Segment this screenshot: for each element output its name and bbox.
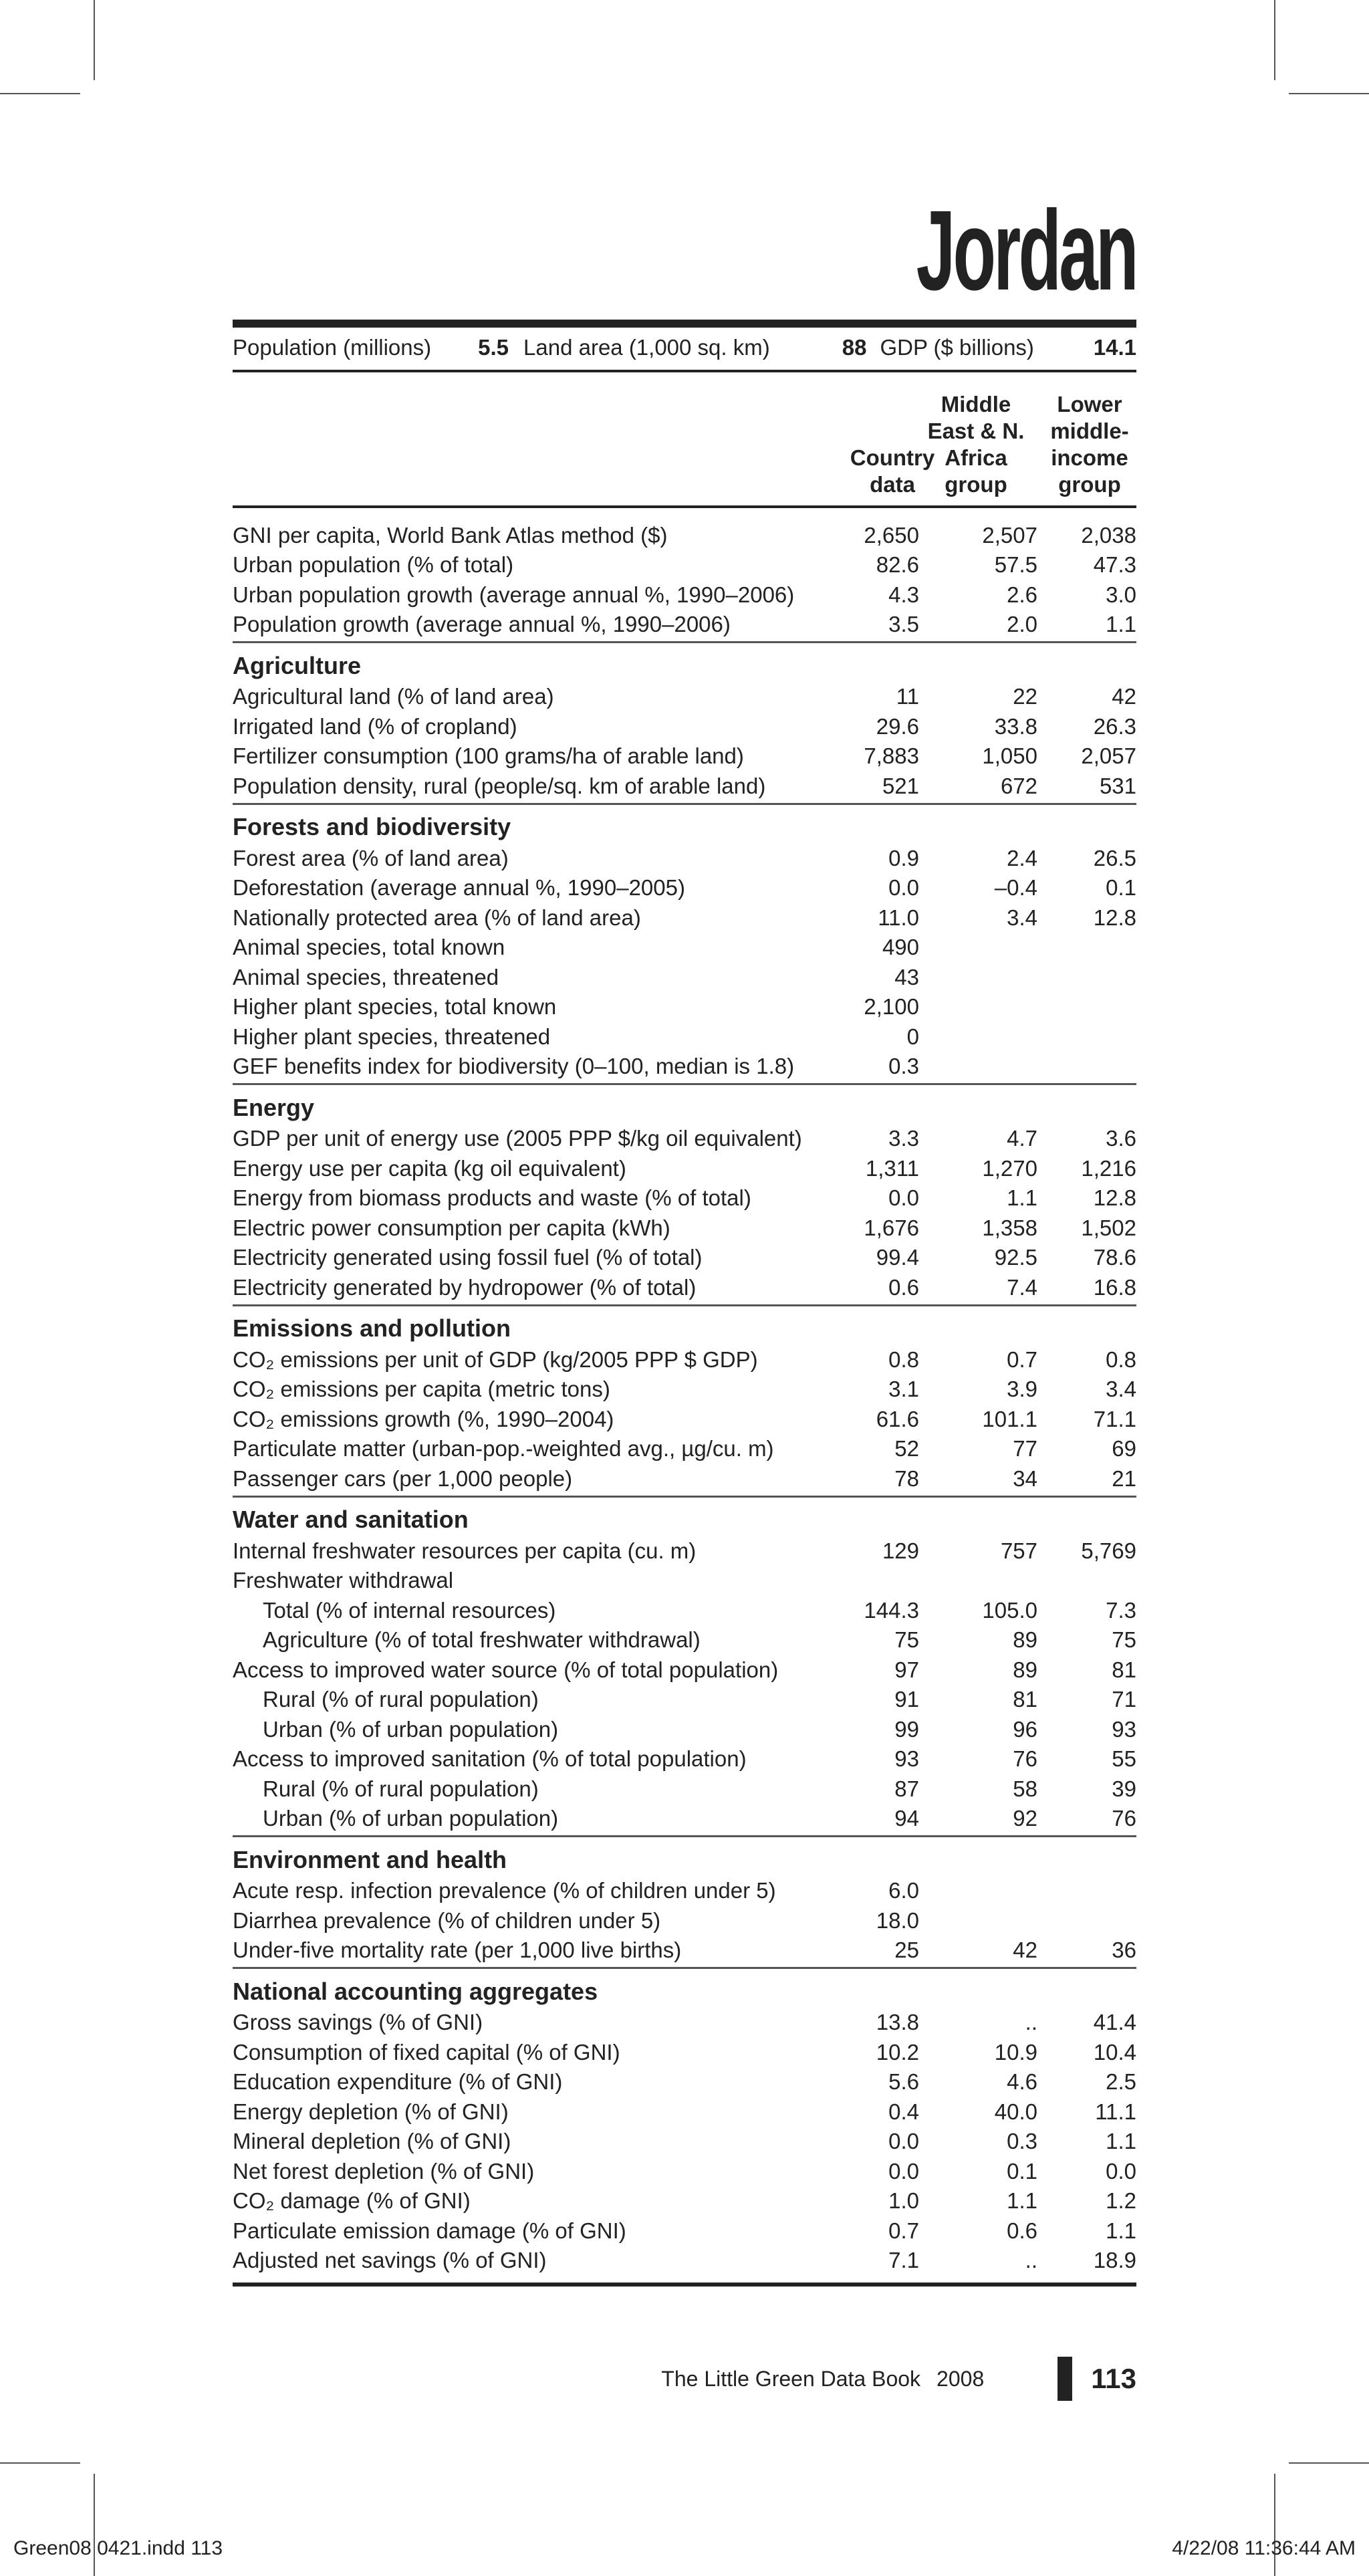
income-group-value: 7.3 — [1106, 1597, 1136, 1623]
indicator-label: Higher plant species, threatened — [233, 1024, 551, 1049]
country-value: 0.3 — [888, 1054, 919, 1078]
region-value: 101.1 — [982, 1406, 1037, 1431]
region-value: –0.4 — [994, 875, 1037, 900]
indicator-label: Agricultural land (% of land area) — [233, 684, 554, 709]
indicator-label: Energy depletion (% of GNI) — [233, 2099, 509, 2124]
indicator-label: Agriculture (% of total freshwater withdrawal) — [263, 1627, 701, 1652]
country-value: 0.4 — [888, 2099, 919, 2124]
income-group-value: 69 — [1112, 1436, 1136, 1461]
region-value: 0.3 — [1007, 2129, 1037, 2153]
region-value: 92.5 — [994, 1245, 1037, 1270]
indicator-label: Rural (% of rural population) — [263, 1687, 539, 1712]
region-value: 1,050 — [982, 743, 1037, 768]
country-value: 0 — [906, 1024, 919, 1049]
indicator-label: Adjusted net savings (% of GNI) — [233, 2248, 547, 2272]
indicator-label: Urban population growth (average annual %, 1990–2006) — [233, 582, 795, 607]
table-row — [233, 1373, 1136, 1403]
country-value: 29.6 — [876, 713, 919, 739]
region-value: 1.1 — [1007, 2188, 1037, 2213]
income-group-value: 2.5 — [1106, 2069, 1136, 2094]
country-value: 1,676 — [864, 1215, 919, 1240]
table-row — [233, 1122, 1136, 1152]
column-header-country: Country data — [850, 445, 935, 497]
region-value: 42 — [1013, 1938, 1037, 1962]
date-slug: 4/22/08 11:36:44 AM — [1172, 2537, 1356, 2559]
income-group-value: 1.1 — [1106, 2129, 1136, 2153]
table-row — [233, 2095, 1136, 2125]
country-value: 1.0 — [888, 2188, 919, 2213]
page-footer — [661, 2357, 1136, 2401]
indicator-label: Deforestation (average annual %, 1990–2005) — [233, 875, 685, 900]
indicator-label: Education expenditure (% of GNI) — [233, 2069, 563, 2094]
table-row — [233, 1461, 1136, 1492]
table-row — [233, 1772, 1136, 1802]
country-value: 97 — [894, 1657, 919, 1682]
income-group-value: 1.1 — [1106, 2218, 1136, 2243]
crop-mark — [0, 93, 80, 94]
region-value: 2.4 — [1007, 845, 1037, 870]
indicator-label: Access to improved water source (% of total population) — [233, 1657, 779, 1682]
income-group-value: 93 — [1112, 1716, 1136, 1742]
country-value: 3.3 — [888, 1126, 919, 1151]
region-value: 1.1 — [1007, 1185, 1037, 1210]
land-area-value: 88 — [842, 335, 867, 360]
income-group-value: 3.0 — [1106, 582, 1136, 607]
section-heading — [233, 812, 1136, 842]
region-value: 2,507 — [982, 522, 1037, 548]
indicator-label: Electricity generated by hydropower (% of total) — [233, 1274, 697, 1300]
table-row — [233, 841, 1136, 871]
indicator-label: Forest area (% of land area) — [233, 845, 509, 870]
section-divider — [233, 1835, 1136, 1837]
country-value: 0.8 — [888, 1346, 919, 1372]
indicator-label: Irrigated land (% of cropland) — [233, 713, 517, 739]
table-row — [233, 1593, 1136, 1623]
region-value: 1,358 — [982, 1215, 1037, 1240]
section-divider — [233, 1083, 1136, 1085]
country-value: 2,100 — [864, 994, 919, 1019]
country-value: 87 — [894, 1776, 919, 1801]
indicator-label: Energy use per capita (kg oil equivalent) — [233, 1155, 626, 1181]
income-group-value: 75 — [1112, 1627, 1136, 1652]
region-value: 105.0 — [982, 1597, 1037, 1623]
table-row — [233, 1270, 1136, 1300]
table-row — [233, 1874, 1136, 1904]
section-heading — [233, 1313, 1136, 1343]
region-value: 4.6 — [1007, 2069, 1037, 2094]
indicator-label: Higher plant species, total known — [233, 994, 557, 1019]
table-row — [233, 1742, 1136, 1772]
section-divider — [233, 803, 1136, 805]
table-row — [233, 2125, 1136, 2155]
region-value: 22 — [1013, 684, 1037, 709]
region-value: 672 — [1000, 773, 1037, 798]
income-group-value: 0.8 — [1106, 1346, 1136, 1372]
indicator-label: CO₂ emissions per capita (metric tons) — [233, 1377, 610, 1401]
indicator-label: Urban population (% of total) — [233, 552, 514, 577]
income-group-value: 1.2 — [1106, 2188, 1136, 2213]
country-value: 61.6 — [876, 1406, 919, 1431]
indicator-label: GDP per unit of energy use (2005 PPP $/kg oil equivalent) — [233, 1126, 802, 1151]
income-group-value: 12.8 — [1093, 1185, 1136, 1210]
country-value: 0.0 — [888, 875, 919, 900]
region-value: 7.4 — [1007, 1274, 1037, 1300]
table-row — [233, 1534, 1136, 1564]
section-heading — [233, 1976, 1136, 2006]
section-divider — [233, 1304, 1136, 1306]
table-row — [233, 2244, 1136, 2274]
indicator-label: Rural (% of rural population) — [263, 1776, 539, 1801]
section-divider — [233, 1496, 1136, 1498]
column-header-region: Middle East & N. Africa group — [927, 392, 1025, 497]
crop-mark — [94, 2474, 95, 2576]
region-value: .. — [1025, 2248, 1037, 2272]
country-value: 3.1 — [888, 1377, 919, 1401]
indicator-label: Animal species, threatened — [233, 964, 499, 989]
country-value: 11 — [896, 684, 919, 709]
country-value: 13.8 — [876, 2010, 919, 2034]
country-value: 5.6 — [888, 2069, 919, 2094]
table-row — [233, 1241, 1136, 1271]
book-year: 2008 — [937, 2366, 985, 2391]
table-row — [233, 1432, 1136, 1462]
table-row — [233, 680, 1136, 710]
income-group-value: 0.1 — [1106, 875, 1136, 900]
income-group-value: 42 — [1112, 684, 1136, 709]
indicator-label: Electricity generated using fossil fuel (% of total) — [233, 1245, 703, 1270]
section-heading-label: Water and sanitation — [233, 1506, 469, 1533]
table-row — [233, 931, 1136, 961]
table-row — [233, 2154, 1136, 2184]
indicator-label: Freshwater withdrawal — [233, 1568, 454, 1593]
indicator-label: Animal species, total known — [233, 935, 505, 959]
indicator-label: Net forest depletion (% of GNI) — [233, 2158, 535, 2184]
section-heading-label: Forests and biodiversity — [233, 813, 511, 840]
table-row — [233, 1934, 1136, 1964]
income-group-value: 18.9 — [1093, 2248, 1136, 2272]
indicator-label: Urban (% of urban population) — [263, 1806, 559, 1831]
table-row — [233, 1151, 1136, 1181]
book-title: The Little Green Data Book — [661, 2366, 921, 2391]
section-divider — [233, 641, 1136, 643]
income-group-value: 0.0 — [1106, 2158, 1136, 2184]
income-group-value: 81 — [1112, 1657, 1136, 1682]
income-group-value: 1.1 — [1106, 612, 1136, 636]
indicator-label: Energy from biomass products and waste (% of total) — [233, 1185, 751, 1210]
country-value: 3.5 — [888, 612, 919, 636]
top-rule — [233, 320, 1136, 328]
indicator-label: Particulate emission damage (% of GNI) — [233, 2218, 626, 2243]
indicator-label: Mineral depletion (% of GNI) — [233, 2129, 511, 2153]
country-value: 7.1 — [888, 2248, 919, 2272]
country-value: 99.4 — [876, 1245, 919, 1270]
table-row — [233, 901, 1136, 931]
table-row — [233, 2065, 1136, 2095]
income-group-value: 531 — [1099, 773, 1136, 798]
indicator-label: Diarrhea prevalence (% of children under 5) — [233, 1907, 661, 1933]
population-label: Population (millions) — [233, 335, 432, 360]
country-value: 18.0 — [876, 1907, 919, 1933]
income-group-value: 2,038 — [1081, 522, 1136, 548]
country-value: 75 — [894, 1627, 919, 1652]
table-row — [233, 739, 1136, 770]
region-value: 92 — [1013, 1806, 1037, 1831]
income-group-value: 26.5 — [1093, 845, 1136, 870]
bottom-rule — [233, 2282, 1136, 2287]
indicator-label: Under-five mortality rate (per 1,000 live births) — [233, 1938, 682, 1962]
country-value: 43 — [894, 964, 919, 989]
gdp-value: 14.1 — [1093, 335, 1136, 360]
region-value: 2.6 — [1007, 582, 1037, 607]
indicator-label: Access to improved sanitation (% of total population) — [233, 1746, 747, 1771]
section-divider — [233, 1967, 1136, 1969]
table-row — [233, 1020, 1136, 1050]
country-value: 144.3 — [864, 1597, 919, 1623]
indicator-label: Population growth (average annual %, 1990–2006) — [233, 612, 731, 636]
section-heading-label: National accounting aggregates — [233, 1977, 598, 2005]
section-heading — [233, 650, 1136, 680]
section-heading — [233, 1844, 1136, 1874]
country-value: 0.0 — [888, 1185, 919, 1210]
table-row — [233, 2184, 1136, 2214]
table-row — [233, 2035, 1136, 2065]
region-value: 40.0 — [994, 2099, 1037, 2124]
summary-rule — [233, 370, 1136, 372]
table-row — [233, 1653, 1136, 1683]
region-value: 4.7 — [1007, 1126, 1037, 1151]
region-value: 76 — [1013, 1746, 1037, 1771]
indicator-label: GNI per capita, World Bank Atlas method ($) — [233, 522, 668, 548]
income-group-value: 76 — [1112, 1806, 1136, 1831]
land-area-label: Land area (1,000 sq. km) — [523, 335, 770, 360]
income-group-value: 36 — [1112, 1938, 1136, 1962]
region-value: 89 — [1013, 1627, 1037, 1652]
income-group-value: 55 — [1112, 1746, 1136, 1771]
indicator-label: Fertilizer consumption (100 grams/ha of arable land) — [233, 743, 744, 768]
indicator-table — [233, 518, 1136, 2287]
table-row — [233, 871, 1136, 901]
income-group-value: 71.1 — [1093, 1406, 1136, 1431]
indicator-label: CO₂ emissions per unit of GDP (kg/2005 PPP $ GDP) — [233, 1346, 758, 1372]
summary-line — [233, 334, 1136, 361]
population-value: 5.5 — [478, 335, 509, 360]
gdp-label: GDP ($ billions) — [880, 335, 1034, 360]
table-row — [233, 608, 1136, 638]
crop-mark — [1289, 2462, 1369, 2464]
region-value: 0.7 — [1007, 1346, 1037, 1372]
table-row — [233, 1683, 1136, 1713]
region-value: 34 — [1013, 1466, 1037, 1491]
country-value: 10.2 — [876, 2039, 919, 2065]
income-group-value: 16.8 — [1093, 1274, 1136, 1300]
table-row — [233, 709, 1136, 739]
income-group-value: 5,769 — [1081, 1538, 1136, 1563]
header-rule — [233, 505, 1136, 508]
country-value: 52 — [894, 1436, 919, 1461]
country-value: 0.6 — [888, 1274, 919, 1300]
section-heading-label: Energy — [233, 1093, 315, 1121]
country-value: 2,650 — [864, 522, 919, 548]
income-group-value: 3.6 — [1106, 1126, 1136, 1151]
table-row — [233, 518, 1136, 548]
section-heading — [233, 1092, 1136, 1122]
income-group-value: 21 — [1112, 1466, 1136, 1491]
region-value: 58 — [1013, 1776, 1037, 1801]
table-row — [233, 1712, 1136, 1742]
country-value: 11.0 — [878, 905, 919, 930]
income-group-value: 47.3 — [1093, 552, 1136, 577]
country-value: 82.6 — [876, 552, 919, 577]
income-group-value: 12.8 — [1093, 905, 1136, 930]
country-value: 7,883 — [864, 743, 919, 768]
indicator-label: Consumption of fixed capital (% of GNI) — [233, 2039, 620, 2065]
section-heading-label: Agriculture — [233, 651, 362, 679]
region-value: 757 — [1000, 1538, 1037, 1563]
income-group-value: 11.1 — [1095, 2099, 1136, 2124]
indicator-label: Urban (% of urban population) — [263, 1716, 559, 1742]
section-heading-label: Environment and health — [233, 1845, 507, 1873]
region-value: 96 — [1013, 1716, 1037, 1742]
table-row — [233, 2006, 1136, 2036]
section-heading-label: Emissions and pollution — [233, 1314, 511, 1342]
indicator-label: GEF benefits index for biodiversity (0–100, median is 1.8) — [233, 1054, 795, 1078]
country-value: 521 — [882, 773, 919, 798]
income-group-value: 3.4 — [1106, 1377, 1136, 1401]
income-group-value: 10.4 — [1093, 2039, 1136, 2065]
table-row — [233, 960, 1136, 990]
crop-mark — [1274, 2474, 1275, 2576]
table-row — [233, 1802, 1136, 1832]
table-row — [233, 1211, 1136, 1241]
country-value: 78 — [894, 1466, 919, 1491]
country-value: 1,311 — [865, 1155, 919, 1181]
region-value: 3.4 — [1007, 905, 1037, 930]
country-value: 0.0 — [888, 2158, 919, 2184]
region-value: 89 — [1013, 1657, 1037, 1682]
table-row — [233, 769, 1136, 799]
table-row — [233, 1050, 1136, 1080]
country-value: 0.0 — [888, 2129, 919, 2153]
region-value: 0.1 — [1007, 2158, 1037, 2184]
table-row — [233, 990, 1136, 1020]
indicator-label: Population density, rural (people/sq. km of arable land) — [233, 773, 766, 798]
country-value: 99 — [894, 1716, 919, 1742]
indicator-label: Passenger cars (per 1,000 people) — [233, 1466, 573, 1491]
region-value: 57.5 — [994, 552, 1037, 577]
crop-mark — [1289, 93, 1369, 94]
table-row — [233, 1181, 1136, 1211]
table-row — [233, 1342, 1136, 1373]
indicator-label: Particulate matter (urban-pop.-weighted avg., µg/cu. m) — [233, 1436, 774, 1461]
income-group-value: 71 — [1112, 1687, 1136, 1712]
country-value: 0.7 — [888, 2218, 919, 2243]
section-heading — [233, 1504, 1136, 1534]
region-value: .. — [1025, 2010, 1037, 2034]
footer-block — [1057, 2357, 1072, 2401]
country-value: 94 — [894, 1806, 919, 1831]
country-value: 25 — [894, 1938, 919, 1962]
country-value: 4.3 — [888, 582, 919, 607]
indicator-label: Nationally protected area (% of land area) — [233, 905, 641, 930]
income-group-value: 2,057 — [1081, 743, 1136, 768]
income-group-value: 1,502 — [1081, 1215, 1136, 1240]
income-group-value: 78.6 — [1093, 1245, 1136, 1270]
country-value: 129 — [882, 1538, 919, 1563]
column-header-income: Lower middle-income group — [1050, 392, 1129, 497]
country-value: 6.0 — [888, 1878, 919, 1903]
indicator-label: CO₂ damage (% of GNI) — [233, 2188, 471, 2213]
table-row — [233, 2214, 1136, 2244]
page-title: Jordan — [916, 187, 1136, 314]
region-value: 81 — [1013, 1687, 1037, 1712]
income-group-value: 39 — [1112, 1776, 1136, 1801]
table-row — [233, 1903, 1136, 1934]
region-value: 77 — [1013, 1436, 1037, 1461]
country-value: 93 — [894, 1746, 919, 1771]
table-row — [233, 578, 1136, 608]
region-value: 2.0 — [1007, 612, 1037, 636]
region-value: 0.6 — [1007, 2218, 1037, 2243]
table-row — [233, 1402, 1136, 1432]
region-value: 10.9 — [994, 2039, 1037, 2065]
indicator-label: Acute resp. infection prevalence (% of children under 5) — [233, 1878, 776, 1903]
income-group-value: 41.4 — [1093, 2010, 1136, 2034]
table-row — [233, 548, 1136, 578]
indicator-label: Internal freshwater resources per capita (cu. m) — [233, 1538, 697, 1563]
crop-mark — [94, 0, 95, 80]
table-row — [233, 1623, 1136, 1653]
indicator-label: CO₂ emissions growth (%, 1990–2004) — [233, 1406, 614, 1431]
country-value: 0.9 — [888, 845, 919, 870]
indicator-label: Gross savings (% of GNI) — [233, 2010, 483, 2034]
crop-mark — [1274, 0, 1275, 80]
file-slug: Green08 0421.indd 113 — [13, 2537, 223, 2559]
crop-mark — [0, 2462, 80, 2464]
indicator-label: Total (% of internal resources) — [263, 1597, 556, 1623]
income-group-value: 26.3 — [1093, 713, 1136, 739]
income-group-value: 1,216 — [1081, 1155, 1136, 1181]
region-value: 1,270 — [982, 1155, 1037, 1181]
region-value: 33.8 — [994, 713, 1037, 739]
region-value: 3.9 — [1007, 1377, 1037, 1401]
table-row — [233, 1564, 1136, 1594]
country-value: 490 — [882, 935, 919, 959]
page-number: 113 — [1091, 2363, 1136, 2394]
country-value: 91 — [894, 1687, 919, 1712]
indicator-label: Electric power consumption per capita (kWh) — [233, 1215, 670, 1240]
